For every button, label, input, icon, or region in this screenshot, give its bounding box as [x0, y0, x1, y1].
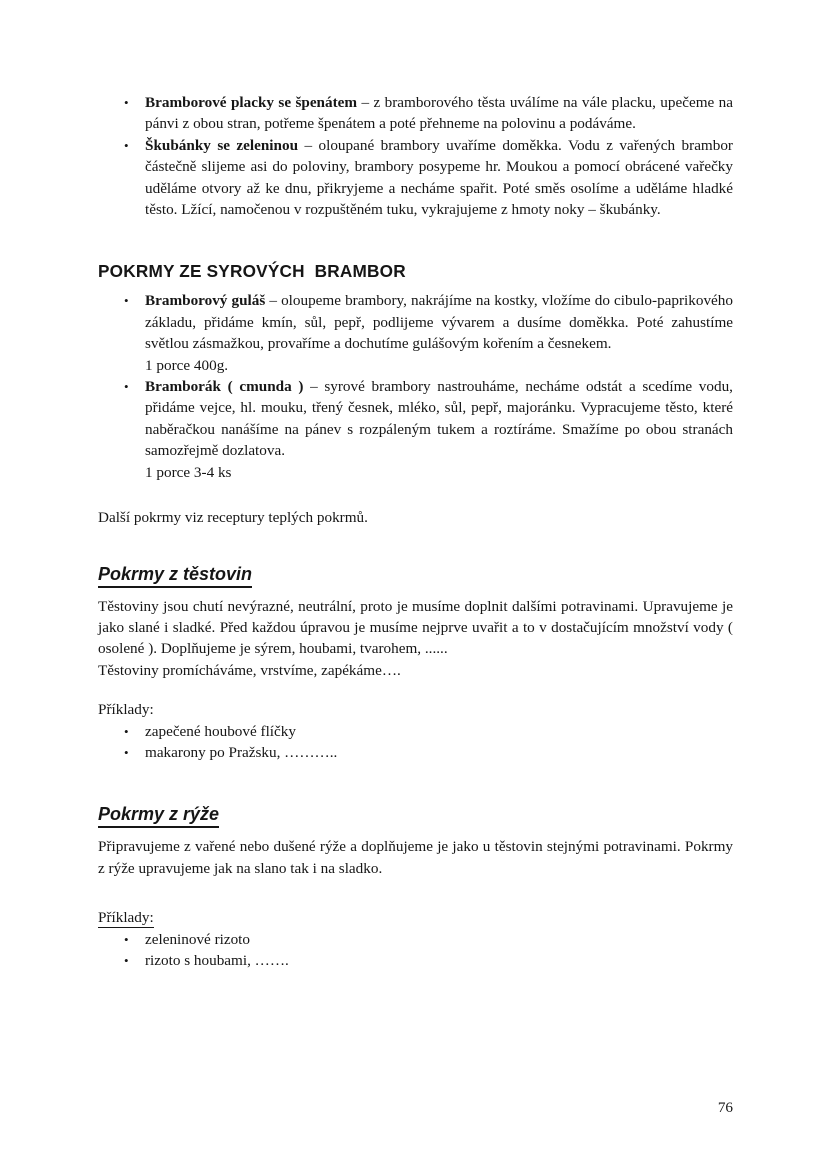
spacer [98, 483, 733, 507]
see-also-note: Další pokrmy viz receptury teplých pokrmů. [98, 509, 368, 527]
rice-intro-paragraph: Připravujeme z vařené nebo dušené rýže a doplňujeme je jako u těstovin stejnými potravinami. Pokrmy z rýže upravujeme jak na slano tak i na sladko. [98, 838, 733, 877]
pasta-heading-wrap [98, 563, 733, 588]
list-item [98, 950, 733, 971]
potato-dough-dishes-list [98, 92, 733, 220]
heading-rice-dishes: Pokrmy z rýže [98, 803, 219, 828]
raw-potato-dishes-list [98, 290, 733, 483]
spacer [98, 828, 733, 836]
list-item [98, 92, 733, 135]
rice-heading-wrap [98, 803, 733, 828]
list-item-body: – oloupané brambory uvaříme doměkka. Vodu z vařených brambor částečně slijeme asi do poloviny, brambory posypeme hr. Moukou a pomocí obrácené vařečky uděláme otvory až ke dnu, přikryjeme a necháme spařit. Poté směs osolíme a uděláme hladké těsto. Lžící, namočenou v rozpuštěném tuku, vykrajujeme z hmoty noky – škubánky. [145, 136, 733, 219]
spacer [98, 220, 733, 260]
list-item-body: makarony po Pražsku, ……….. [145, 743, 338, 761]
pasta-intro-paragraph: Těstoviny jsou chutí nevýrazné, neutrální, proto je musíme doplnit dalšími potravinami. Upravujeme je jako slané i sladké. Před každou úpravou je musíme nejprve uvařit a to v dostačujícím množství vody ( osolené ). Doplňujeme je sýrem, houbami, tvarohem, ...... [98, 597, 733, 658]
portion-note: 1 porce 400g. [145, 356, 229, 374]
spacer [98, 282, 733, 290]
list-item-lead: Bramborový guláš [145, 292, 266, 310]
list-item-body: – z bramborového těsta uválíme na vále placku, upečeme na pánvi z obou stran, potřeme špenátem a poté přehneme na polovinu a podáváme. [145, 94, 733, 133]
list-item-lead: Bramborové placky se špenátem [145, 94, 358, 111]
heading-pasta-dishes: Pokrmy z těstovin [98, 563, 252, 588]
list-item [98, 290, 733, 376]
list-item-lead: Škubánky se zeleninou [145, 136, 299, 154]
list-item-body: – syrové brambory nastrouháme, necháme odstát a scedíme vodu, přidáme vejce, hl. mouku, třený česnek, mléko, sůl, pepř, majoránku. Vypracujeme těsto, které naběračkou nanášíme na pánev s rozpáleným tukem a roztíráme. Smažíme po obou stranách samozřejmě dozlatova. [145, 378, 733, 460]
spacer [98, 588, 733, 596]
heading-raw-potatoes: POKRMY ZE SYROVÝCH BRAMBOR [98, 261, 406, 282]
rice-examples-list [98, 929, 733, 972]
portion-note: 1 porce 3-4 ks [145, 463, 232, 481]
page-number: 76 [717, 1099, 733, 1116]
list-item-body: zapečené houbové flíčky [145, 722, 296, 740]
list-item [98, 929, 733, 950]
spacer [98, 529, 733, 563]
spacer [98, 763, 733, 803]
spacer [98, 879, 733, 907]
page-content [98, 92, 733, 971]
rice-examples-label-wrap [98, 907, 733, 928]
list-item-body: zeleninové rizoto [145, 930, 250, 948]
pasta-examples-list [98, 721, 733, 764]
pasta-intro-last-line: Těstoviny promícháváme, vrstvíme, zapékáme…. [98, 661, 401, 679]
list-item [98, 135, 733, 221]
rice-examples-label: Příklady: [98, 909, 154, 927]
pasta-examples-label: Příklady: [98, 701, 154, 719]
list-item [98, 721, 733, 742]
list-item [98, 742, 733, 763]
spacer [98, 681, 733, 699]
list-item-body: rizoto s houbami, ……. [145, 951, 289, 969]
list-item-lead: Bramborák ( cmunda ) [145, 378, 304, 396]
list-item-body: – oloupeme brambory, nakrájíme na kostky, vložíme do cibulo-paprikového základu, přidáme kmín, sůl, pepř, podlijeme vývarem a dusíme doměkka. Poté zahustíme světlou zásmažkou, provaříme a dochutíme gulášovým kořením a česnekem. [145, 292, 733, 353]
list-item [98, 376, 733, 483]
